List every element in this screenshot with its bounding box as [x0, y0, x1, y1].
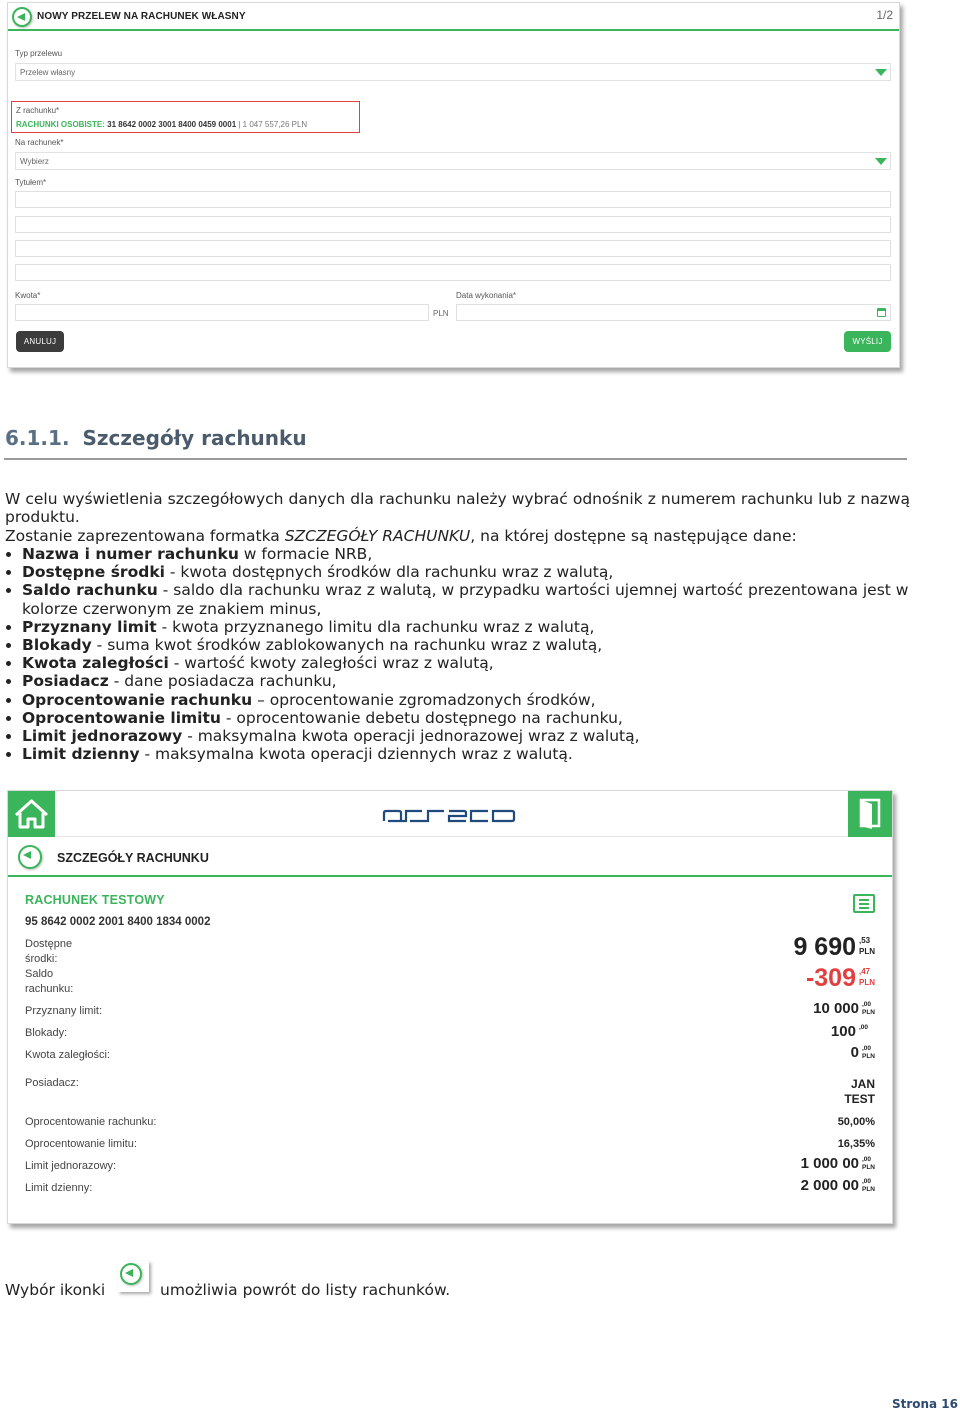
from-account-value	[16, 120, 307, 129]
list-item-term: Limit jednorazowy	[22, 727, 183, 746]
title-input-line-4[interactable]	[15, 264, 891, 281]
execution-date-input[interactable]	[456, 304, 891, 321]
list-item	[5, 636, 910, 654]
form-sentence-before: Zostanie zaprezentowana formatka	[5, 527, 285, 545]
account-name-link[interactable]: RACHUNEK TESTOWY	[25, 893, 165, 907]
execution-date-label: Data wykonania*	[456, 291, 517, 300]
list-item	[5, 727, 910, 745]
to-account-value: Wybierz	[20, 157, 49, 166]
list-item	[5, 672, 910, 690]
title-input-line-1[interactable]	[15, 191, 891, 208]
list-item-desc: - maksymalna kwota operacji jednorazowej wraz z walutą,	[182, 727, 640, 746]
amount-label: Kwota*	[15, 291, 41, 300]
list-item	[5, 691, 910, 709]
balance-label: Saldo rachunku:	[25, 968, 74, 995]
transfer-type-value: Przelew własny	[20, 68, 76, 77]
section-heading	[5, 426, 307, 450]
list-item	[5, 654, 910, 672]
form-sentence	[5, 527, 910, 545]
blocks-label: Blokady:	[25, 1027, 68, 1039]
arrears-value: 0 ,00 PLN	[850, 1044, 875, 1061]
blocks-value: 100 ,00	[830, 1023, 868, 1040]
list-item-desc: - oprocentowanie debetu dostępnego na rachunku,	[220, 708, 623, 727]
list-item-term: Blokady	[22, 636, 92, 655]
page-indicator: 1/2	[876, 8, 893, 22]
form-name: SZCZEGÓŁY RACHUNKU	[284, 527, 471, 545]
list-item	[5, 709, 910, 727]
amount-input[interactable]	[15, 304, 429, 321]
list-item	[5, 563, 910, 581]
calendar-icon[interactable]	[877, 308, 886, 317]
form-sentence-after: , na której dostępne są następujące dane:	[470, 527, 797, 545]
to-account-label: Na rachunek*	[15, 138, 64, 147]
account-number: 95 8642 0002 2001 8400 1834 0002	[25, 916, 211, 928]
list-item	[5, 581, 910, 617]
available-funds-value: 9 690 ,53 PLN	[793, 933, 875, 961]
logout-button[interactable]	[848, 791, 892, 837]
transfer-form-title: NOWY PRZELEW NA RACHUNEK WŁASNY	[37, 11, 246, 22]
from-account-group: RACHUNKI OSOBISTE:	[16, 120, 105, 129]
transfer-type-select[interactable]	[15, 63, 891, 81]
granted-limit-value: 10 000 ,00 PLN	[813, 1000, 875, 1017]
account-details-screenshot	[7, 790, 893, 1224]
amount-currency: PLN	[433, 309, 449, 318]
details-header	[8, 837, 892, 877]
list-item	[5, 618, 910, 636]
list-item-desc: - dane posiadacza rachunku,	[108, 672, 337, 691]
list-item-desc: - kwota przyznanego limitu dla rachunku wraz z walutą,	[156, 617, 595, 636]
section-number: 6.1.1.	[5, 426, 70, 450]
limit-interest-label: Oprocentowanie limitu:	[25, 1138, 137, 1150]
details-fields-list	[5, 545, 910, 763]
asseco-logo	[382, 808, 516, 824]
list-item-term: Dostępne środki	[22, 563, 165, 582]
back-arrow-icon[interactable]	[18, 845, 42, 869]
details-title: SZCZEGÓŁY RACHUNKU	[57, 851, 209, 865]
holder-label: Posiadacz:	[25, 1077, 79, 1089]
transfer-form-screenshot	[7, 2, 900, 368]
title-input-line-3[interactable]	[15, 240, 891, 257]
list-item-desc: – oprocentowanie zgromadzonych środków,	[252, 690, 596, 709]
list-item-desc: - saldo dla rachunku wraz z walutą, w przypadku wartości ujemnej wartość prezentowana jest w kolorze czerwonym ze znakiem minus,	[22, 581, 909, 618]
list-item-term: Oprocentowanie limitu	[22, 708, 221, 727]
granted-limit-label: Przyznany limit:	[25, 1005, 103, 1017]
single-limit-value: 1 000 00 ,00 PLN	[800, 1155, 875, 1172]
transfer-type-label: Typ przelewu	[15, 49, 63, 58]
list-item-term: Oprocentowanie rachunku	[22, 690, 253, 709]
section-divider	[4, 458, 907, 460]
list-item-desc: - maksymalna kwota operacji dziennych wraz z walutą.	[139, 745, 573, 764]
list-item-term: Posiadacz	[22, 672, 109, 691]
list-item-desc: w formacie NRB,	[238, 545, 373, 563]
back-arrow-icon[interactable]	[12, 7, 32, 27]
app-top-bar	[8, 791, 892, 837]
intro-paragraph: W celu wyświetlenia szczegółowych danych dla rachunku należy wybrać odnośnik z numerem rachunku lub z nazwą produktu.	[5, 490, 910, 527]
cancel-button[interactable]: ANULUJ	[16, 331, 64, 352]
back-icon-sentence-end: umożliwia powrót do listy rachunków.	[160, 1281, 451, 1299]
list-item-term: Saldo rachunku	[22, 581, 158, 600]
single-limit-label: Limit jednorazowy:	[25, 1160, 117, 1172]
from-account-number: 31 8642 0002 3001 8400 0459 0001	[107, 120, 237, 129]
back-icon-sentence-start: Wybór ikonki	[5, 1281, 106, 1299]
home-icon	[8, 791, 55, 837]
list-item-term: Nazwa i numer rachunku	[22, 545, 239, 563]
from-account-field[interactable]	[11, 101, 360, 133]
transfer-form-header	[8, 3, 899, 31]
list-item-term: Limit dzienny	[22, 745, 140, 764]
list-item-desc: - wartość kwoty zaległości wraz z walutą,	[168, 654, 494, 673]
chevron-down-icon	[875, 158, 887, 165]
page-number: Strona 16	[891, 1397, 958, 1411]
title-input-line-2[interactable]	[15, 216, 891, 233]
holder-value: JAN TEST	[844, 1077, 875, 1106]
account-interest-value: 50,00%	[837, 1116, 875, 1128]
daily-limit-label: Limit dzienny:	[25, 1182, 93, 1194]
balance-value: -309 ,47 PLN	[805, 964, 875, 992]
list-item-desc: - suma kwot środków zablokowanych na rachunku wraz z walutą,	[91, 636, 603, 655]
account-interest-label: Oprocentowanie rachunku:	[25, 1116, 157, 1128]
limit-interest-value: 16,35%	[837, 1138, 875, 1150]
logout-door-icon	[848, 791, 892, 837]
from-account-balance: | 1 047 557,26 PLN	[238, 120, 308, 129]
available-funds-label: Dostępne środki:	[25, 938, 73, 965]
send-button[interactable]: WYŚLIJ	[844, 331, 891, 352]
inline-back-icon-frame	[118, 1261, 149, 1292]
list-item	[5, 545, 910, 563]
back-arrow-icon	[120, 1263, 142, 1285]
arrears-label: Kwota zaległości:	[25, 1049, 110, 1061]
title-label: Tytułem*	[15, 178, 47, 187]
list-item-term: Przyznany limit	[22, 617, 157, 636]
chevron-down-icon	[875, 69, 887, 76]
list-item	[5, 745, 910, 763]
home-button[interactable]	[8, 791, 55, 837]
document-list-icon[interactable]	[853, 894, 875, 913]
to-account-select[interactable]	[15, 152, 891, 170]
list-item-desc: - kwota dostępnych środków dla rachunku wraz z walutą,	[164, 563, 614, 582]
list-item-term: Kwota zaległości	[22, 654, 169, 673]
section-title: Szczegóły rachunku	[82, 426, 307, 450]
from-account-label: Z rachunku*	[16, 106, 60, 115]
daily-limit-value: 2 000 00 ,00 PLN	[800, 1177, 875, 1194]
